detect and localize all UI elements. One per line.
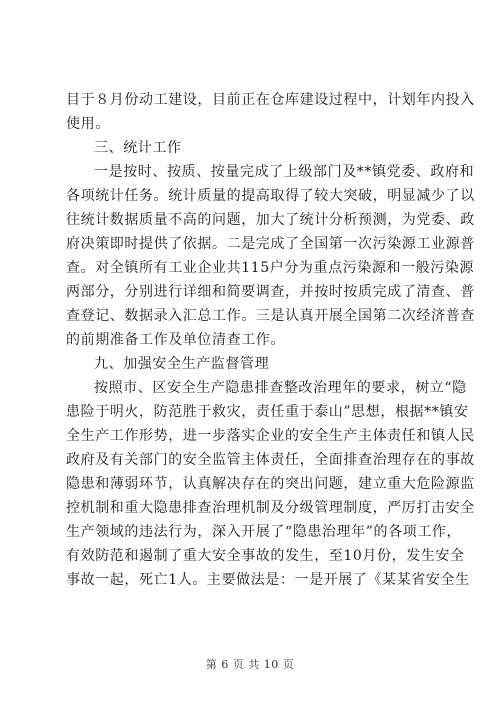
text-line: 目于８月份动工建设，目前正在仓库建设过程中，计划年内投入	[66, 92, 475, 108]
text-line: 使用。	[66, 116, 110, 132]
text-line: 按照市、区安全生产隐患排查整改治理年的要求，树立“隐	[94, 380, 467, 396]
text-line: 查。对全镇所有工业企业共115户分为重点污染源和一般污染源	[66, 260, 475, 276]
text-line: 患险于明火，防范胜于救灾，责任重于泰山”思想，根据**镇安	[66, 404, 469, 420]
text-line: 查登记、数据录入汇总工作。三是认真开展全国第二次经济普查	[66, 308, 475, 324]
text-line: 全生产工作形势，进一步落实企业的安全生产主体责任和镇人民	[66, 428, 475, 444]
text-line: 各项统计任务。统计质量的提高取得了较大突破，明显减少了以	[66, 188, 475, 204]
text-line: 往统计数据质量不高的问题，加大了统计分析预测，为党委、政	[66, 212, 475, 228]
text-line: 两部分，分别进行详细和简要调查，并按时按质完成了清查、普	[66, 284, 475, 300]
section-heading-statistics: 三、统计工作	[94, 140, 182, 156]
section-heading-safety: 九、加强安全生产监督管理	[94, 356, 270, 372]
text-line: 生产领域的违法行为，深入开展了“隐患治理年”的各项工作，	[66, 524, 462, 540]
page-number-footer: 第 6 页 共 10 页	[205, 658, 295, 671]
document-body	[66, 88, 475, 592]
text-line: 府决策即时提供了依据。二是完成了全国第一次污染源工业源普	[66, 236, 475, 252]
text-line: 隐患和薄弱环节，认真解决存在的突出问题，建立重大危险源监	[66, 476, 475, 492]
text-line: 一是按时、按质、按量完成了上级部门及**镇党委、政府和	[94, 164, 475, 180]
text-line: 有效防范和遏制了重大安全事故的发生，至10月份，发生安全	[66, 548, 465, 564]
text-line: 控机制和重大隐患排查治理机制及分级管理制度，严厉打击安全	[66, 500, 475, 516]
text-line: 事故一起，死亡1人。主要做法是：一是开展了《某某省安全生	[66, 572, 470, 588]
text-line: 的前期准备工作及单位清查工作。	[66, 332, 285, 348]
text-line: 政府及有关部门的安全监管主体责任，全面排查治理存在的事故	[66, 452, 475, 468]
